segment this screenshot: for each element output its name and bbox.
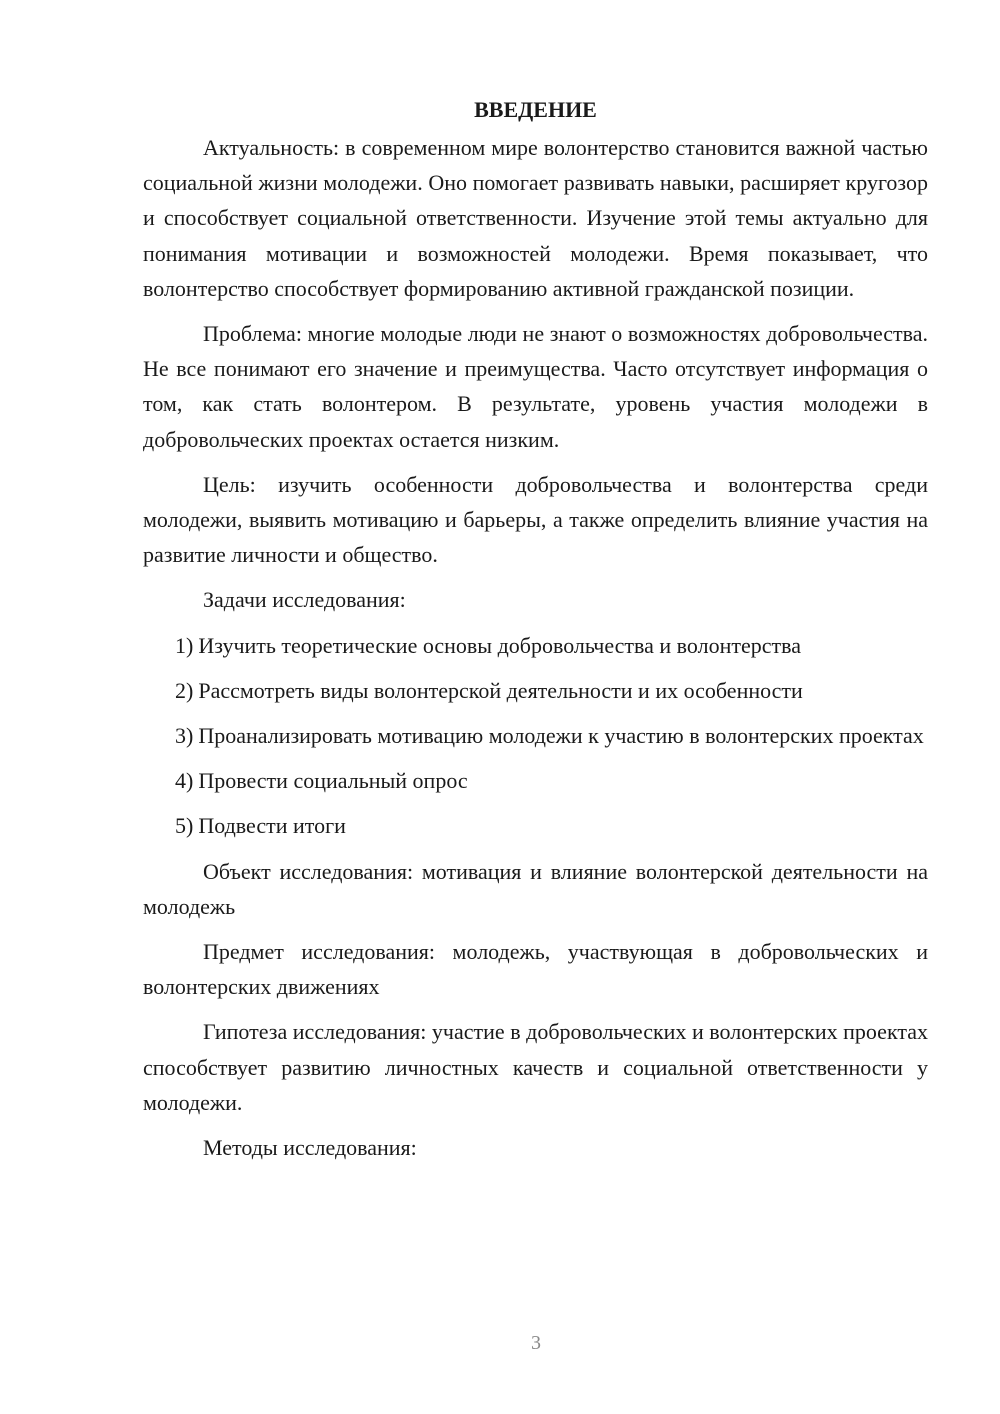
methods-heading: Методы исследования: xyxy=(203,1135,417,1161)
section-title: ВВЕДЕНИЕ xyxy=(474,97,597,122)
task-number: 3) xyxy=(175,723,194,749)
subject-paragraph: Предмет исследования: молодежь, участвующая в добровольческих и волонтерских движениях xyxy=(143,939,928,1000)
task-text: Провести социальный опрос xyxy=(198,768,468,794)
problem-paragraph: Проблема: многие молодые люди не знают о возможностях добровольчества. Не все понимают его значение и преимущества. Часто отсутствует информация о том, как стать волонтером. В результате, уровень участия молодежи в добровольческих проектах остается низким. xyxy=(143,321,928,452)
document-page xyxy=(143,92,928,1175)
task-number: 5) xyxy=(175,813,194,839)
hypothesis-paragraph: Гипотеза исследования: участие в добровольческих и волонтерских проектах способствует развитию личностных качеств и социальной ответственности у молодежи. xyxy=(143,1019,928,1115)
task-text: Проанализировать мотивацию молодежи к участию в волонтерских проектах xyxy=(198,723,924,749)
task-text: Подвести итоги xyxy=(198,813,346,839)
goal-paragraph: Цель: изучить особенности добровольчества и волонтерства среди молодежи, выявить мотивацию и барьеры, а также определить влияние участия на развитие личности и общество. xyxy=(143,471,928,568)
task-text: Изучить теоретические основы добровольчества и волонтерства xyxy=(198,632,801,658)
task-number: 4) xyxy=(175,768,194,794)
task-text: Рассмотреть виды волонтерской деятельности и их особенности xyxy=(198,677,803,703)
relevance-paragraph: Актуальность: в современном мире волонтерство становится важной частью социальной жизни молодежи. Оно помогает развивать навыки, расширяет кругозор и способствует социальной ответственности. Изучение этой темы актуально для понимания мотивации и возможностей молодежи. Время показывает, что волонтерство способствует формированию активной гражданской позиции. xyxy=(143,135,928,301)
task-item xyxy=(143,718,928,753)
task-item xyxy=(143,808,928,843)
page-number: 3 xyxy=(531,1332,541,1354)
task-number: 2) xyxy=(175,677,194,703)
tasks-heading: Задачи исследования: xyxy=(203,587,406,613)
task-item xyxy=(143,628,928,663)
task-item xyxy=(143,763,928,798)
object-paragraph: Объект исследования: мотивация и влияние волонтерской деятельности на молодежь xyxy=(143,858,928,919)
task-item xyxy=(143,673,928,708)
task-number: 1) xyxy=(175,632,194,658)
